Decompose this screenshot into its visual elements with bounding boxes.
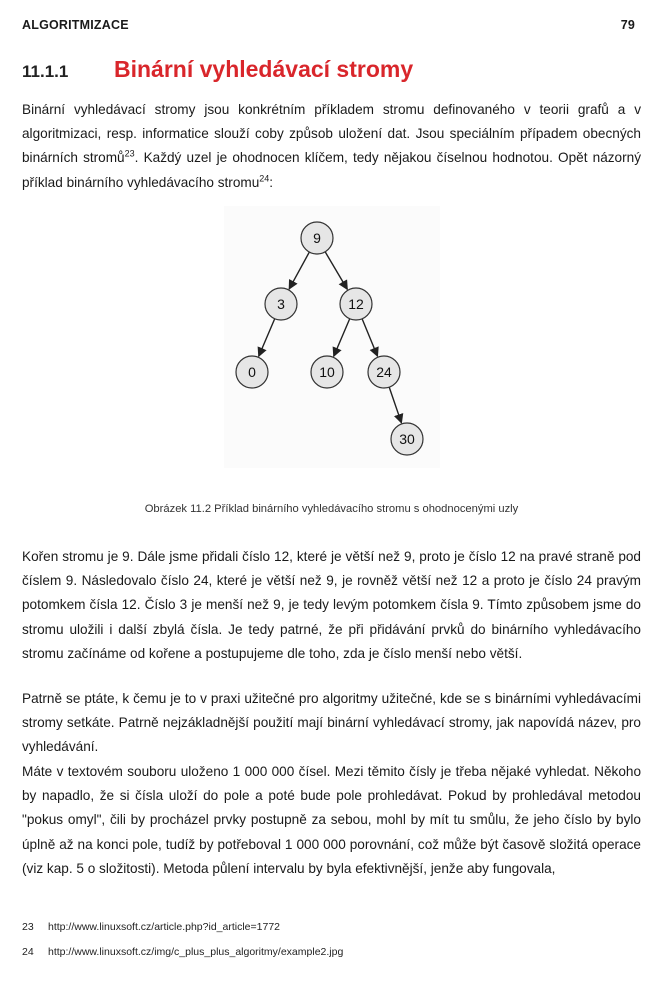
footnote-ref-23[interactable]: 23	[124, 148, 135, 159]
node-label: 9	[313, 230, 321, 246]
bst-figure	[224, 206, 440, 468]
tree-node-9	[301, 222, 333, 254]
tree-node-10	[311, 356, 343, 388]
footnote-number: 24	[22, 946, 34, 958]
node-label: 24	[376, 364, 392, 380]
intro-text-2: . Každý uzel je ohodnocen klíčem, tedy nějakou číselnou hodnotou. Opět názorný příklad binárního vyhledávacího stromu	[22, 150, 641, 190]
running-header	[22, 14, 639, 36]
footnote-link[interactable]: http://www.linuxsoft.cz/article.php?id_article=1772	[48, 921, 280, 933]
footnote-23	[22, 921, 280, 933]
paragraph-3: Máte v textovém souboru uloženo 1 000 000 čísel. Mezi těmito čísly je třeba nějaké vyhledat. Někoho by napadlo, že si čísla uloží do pole a poté bude pole prohledávat. Pokud by prohledával metodou "pokus omyl", čili by procházel prvky postupně za sebou, mohl by mít tu smůlu, že jeho číslo by bylo úplně až na konci pole, tudíž by potřeboval 1 000 000 porovnání, což může být časově složitá operace (viz kap. 5 o složitosti). Metoda půlení intervalu by byla efektivnější, jenže aby fungovala,	[22, 764, 641, 876]
bst-diagram	[224, 206, 440, 468]
node-label: 3	[277, 296, 285, 312]
paragraph-1: Kořen stromu je 9. Dále jsme přidali číslo 12, které je větší než 9, proto je číslo 12 na pravé straně pod číslem 9. Následovalo číslo 24, které je větší než 9, je rovněž větší než 12 a proto je číslo 24 pravým potomkem čísla 12. Číslo 3 je menší než 9, je tedy levým potomkem čísla 9. Tímto způsobem jsme do stromu uložili i další zbylá čísla. Je tedy patrné, že při přidávání prvků do binárního vyhledávacího stromu začínáme od kořene a postupujeme dle toho, zda je číslo menší nebo větší.	[22, 549, 641, 661]
node-label: 30	[399, 431, 415, 447]
node-label: 0	[248, 364, 256, 380]
footnote-link[interactable]: http://www.linuxsoft.cz/img/c_plus_plus_algoritmy/example2.jpg	[48, 946, 344, 958]
intro-text-1: Binární vyhledávací stromy jsou konkrétním příkladem stromu definovaného v teorii grafů a v algoritmizaci, resp. informatice slouží coby způsob uložení dat. Jsou speciálním případem obecných binárních stromů	[22, 102, 641, 166]
footnote-24	[22, 946, 343, 958]
intro-text-3: :	[269, 174, 274, 190]
node-label: 10	[319, 364, 335, 380]
tree-node-30	[391, 423, 423, 455]
tree-node-0	[236, 356, 268, 388]
section-number: 11.1.1	[22, 62, 69, 81]
section-title: Binární vyhledávací stromy	[114, 56, 414, 82]
tree-node-3	[265, 288, 297, 320]
tree-node-24	[368, 356, 400, 388]
footnote-ref-24[interactable]: 24	[259, 173, 270, 184]
section-heading	[22, 56, 642, 86]
paragraph-2: Patrně se ptáte, k čemu je to v praxi užitečné pro algoritmy užitečné, kde se s binárními vyhledávacími stromy setkáte. Patrně nejzákladnější použití mají binární vyhledávací stromy, jak napovídá název, pro vyhledávání.	[22, 691, 641, 755]
tree-node-12	[340, 288, 372, 320]
page-number: 79	[620, 18, 635, 32]
header-title: ALGORITMIZACE	[22, 18, 129, 32]
footnote-number: 23	[22, 921, 34, 933]
intro-paragraph	[22, 98, 641, 195]
figure-caption: Obrázek 11.2 Příklad binárního vyhledávacího stromu s ohodnocenými uzly	[144, 503, 519, 515]
node-label: 12	[348, 296, 364, 312]
